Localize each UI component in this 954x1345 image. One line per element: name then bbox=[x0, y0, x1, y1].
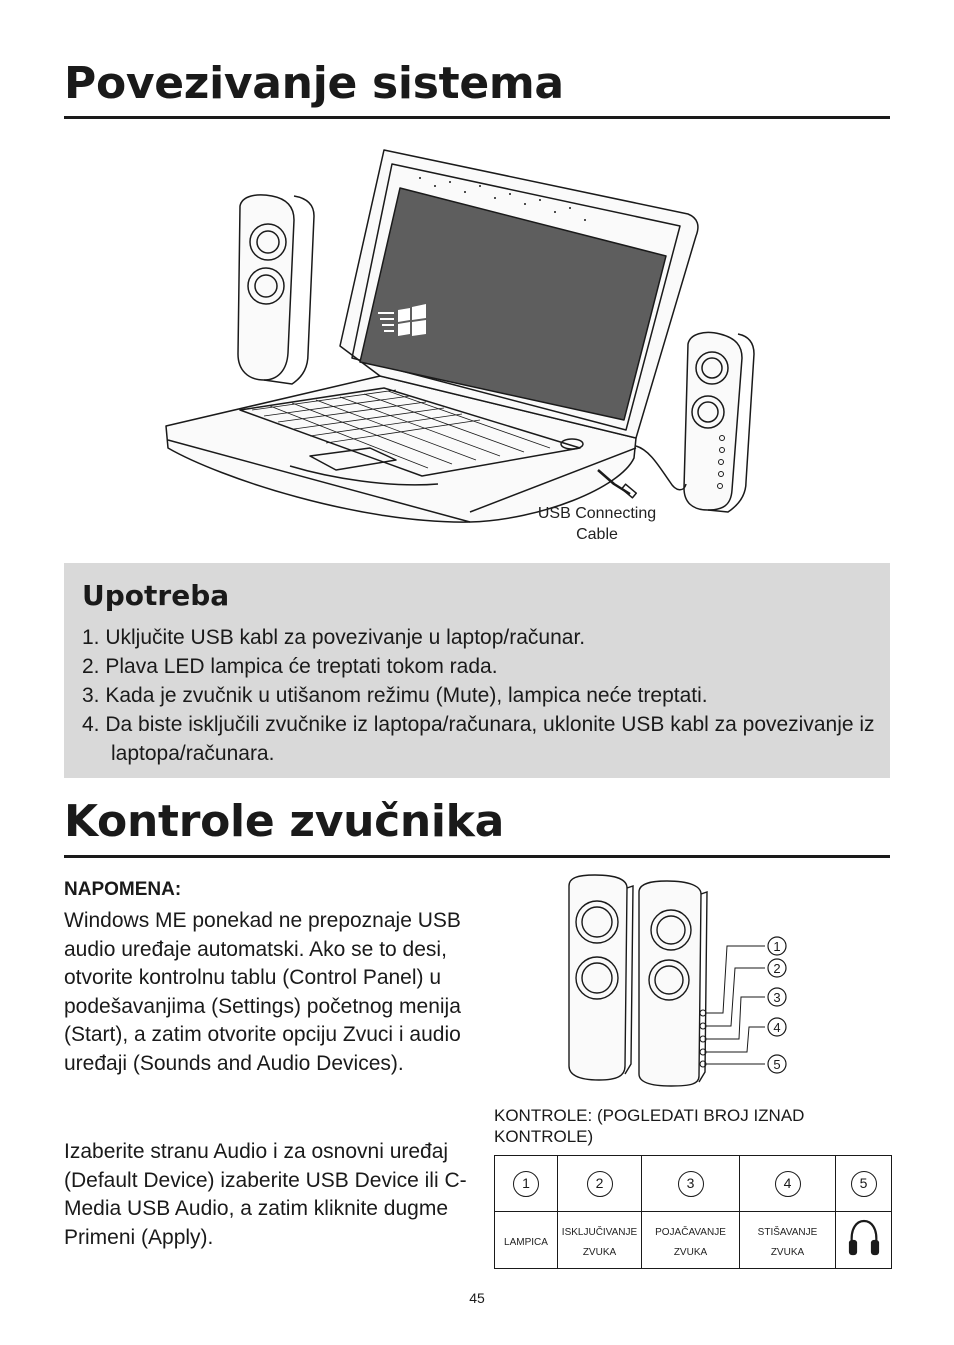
usage-step: 3. Kada je zvučnik u utišanom režimu (Mute), lampica neće treptati. bbox=[82, 684, 708, 707]
instruction-paragraph: Izaberite stranu Audio i za osnovni uređaj (Default Device) izaberite USB Device ili C-Media USB Audio, a zatim kliknite dugme Primeni (Apply). bbox=[64, 1140, 467, 1249]
callout-2: 2 bbox=[773, 961, 781, 976]
note-label: NAPOMENA: bbox=[64, 879, 182, 900]
laptop-with-speakers-illustration bbox=[160, 148, 760, 528]
page-number: 45 bbox=[469, 1290, 485, 1306]
control-label-cell bbox=[642, 1212, 740, 1269]
callout-1: 1 bbox=[773, 939, 781, 954]
table-row bbox=[495, 1212, 892, 1269]
control-number-cell bbox=[495, 1156, 558, 1212]
control-label-cell bbox=[740, 1212, 836, 1269]
usage-steps-list bbox=[82, 623, 882, 768]
usage-step: 4. Da biste isključili zvučnike iz laptopa/računara, uklonite USB kabl za povezivanje iz laptopa/računara. bbox=[82, 713, 875, 765]
title-divider bbox=[64, 855, 890, 858]
usb-cable-caption: USB Connecting Cable bbox=[537, 505, 657, 543]
title-divider bbox=[64, 116, 890, 119]
usage-step: 2. Plava LED lampica će treptati tokom rada. bbox=[82, 655, 498, 678]
table-row bbox=[495, 1156, 892, 1212]
control-label-volume-down: STIŠAVANJE ZVUKA bbox=[757, 1227, 818, 1258]
note-paragraph: Windows ME ponekad ne prepoznaje USB audio uređaje automatski. Ako se to desi, otvorite kontrolnu tablu (Control Panel) u podešavanjima (Settings) početnog menija (Start), a zatim otvorite opciju Zvuci i audio uređaji (Sounds and Audio Devices). bbox=[64, 909, 461, 1075]
number-badge: 1 bbox=[513, 1171, 539, 1197]
usage-step: 1. Uključite USB kabl za povezivanje u laptop/računar. bbox=[82, 626, 586, 649]
number-badge: 5 bbox=[851, 1171, 877, 1197]
speaker-controls-illustration bbox=[555, 870, 805, 1090]
callout-5: 5 bbox=[773, 1057, 781, 1072]
callout-3: 3 bbox=[773, 990, 781, 1005]
page-title-system-connection: Povezivanje sistema bbox=[64, 58, 564, 109]
control-label-mute: ISKLJUČIVANJE ZVUKA bbox=[561, 1227, 638, 1258]
control-label-cell bbox=[836, 1212, 892, 1269]
control-number-cell bbox=[642, 1156, 740, 1212]
control-number-cell bbox=[558, 1156, 642, 1212]
usage-heading: Upotreba bbox=[82, 579, 230, 612]
headphones-icon bbox=[847, 1218, 881, 1258]
number-badge: 3 bbox=[678, 1171, 704, 1197]
number-badge: 2 bbox=[587, 1171, 613, 1197]
number-badge: 4 bbox=[775, 1171, 801, 1197]
control-number-cell bbox=[740, 1156, 836, 1212]
page-title-speaker-controls: Kontrole zvučnika bbox=[64, 796, 505, 847]
control-label-lampica: LAMPICA bbox=[504, 1237, 548, 1248]
control-label-volume-up: POJAČAVANJE ZVUKA bbox=[655, 1227, 726, 1258]
control-number-cell bbox=[836, 1156, 892, 1212]
controls-caption: KONTROLE: (POGLEDATI BROJ IZNAD KONTROLE) bbox=[494, 1106, 805, 1146]
control-label-cell bbox=[495, 1212, 558, 1269]
control-label-cell bbox=[558, 1212, 642, 1269]
controls-table bbox=[494, 1155, 892, 1269]
usage-panel bbox=[64, 563, 890, 778]
callout-4: 4 bbox=[773, 1020, 781, 1035]
